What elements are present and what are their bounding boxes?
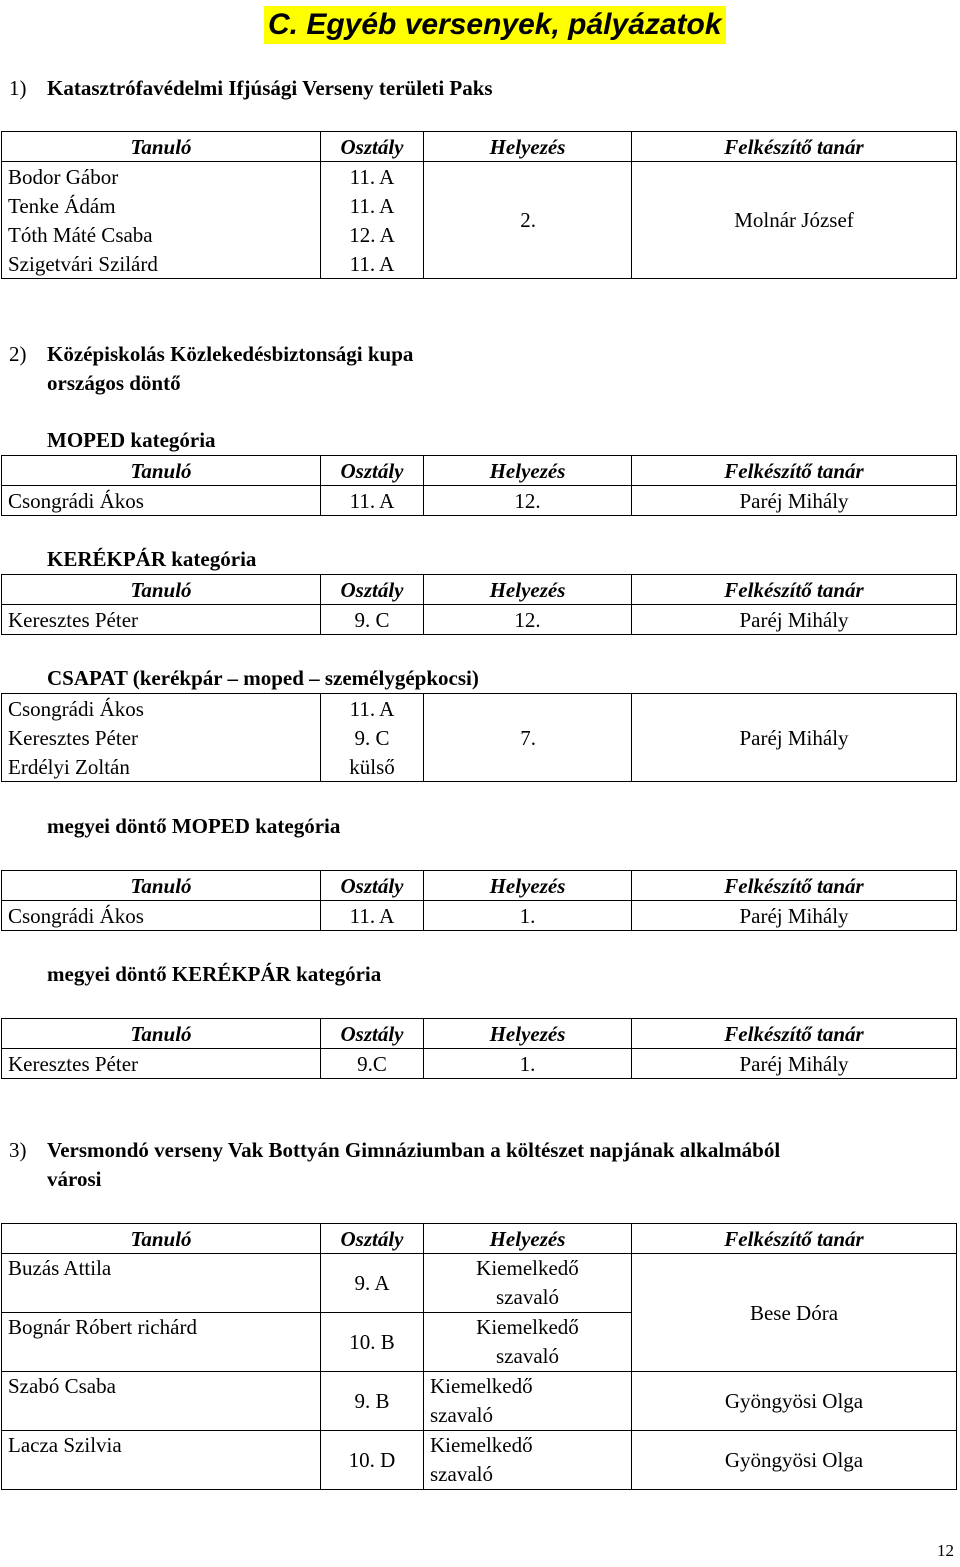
place-cell: 7. bbox=[424, 694, 632, 782]
section-1-number: 1) bbox=[9, 76, 27, 100]
moped-table bbox=[1, 455, 957, 516]
section-1-table bbox=[1, 131, 957, 279]
page-number: 12 bbox=[937, 1541, 954, 1560]
student-class: külső bbox=[321, 752, 424, 782]
student-name: Lacza Szilvia bbox=[2, 1431, 321, 1490]
section-2-subtitle: országos döntő bbox=[47, 371, 181, 395]
place-cell: Kiemelkedő szavaló bbox=[424, 1431, 632, 1490]
student-name: Csongrádi Ákos bbox=[2, 486, 321, 516]
place-cell: 1. bbox=[424, 1049, 632, 1079]
student-class: 10. D bbox=[321, 1431, 424, 1490]
student-class: 10. B bbox=[321, 1313, 424, 1372]
section-1-heading bbox=[9, 74, 493, 103]
student-class: 12. A bbox=[321, 220, 424, 249]
student-class: 11. A bbox=[321, 694, 424, 724]
header-class: Osztály bbox=[321, 1019, 424, 1049]
table-header-row bbox=[2, 1224, 957, 1254]
table-row bbox=[2, 1049, 957, 1079]
header-student: Tanuló bbox=[2, 1224, 321, 1254]
teacher-cell: Paréj Mihály bbox=[632, 694, 957, 782]
student-name: Keresztes Péter bbox=[2, 723, 321, 752]
section-2-number: 2) bbox=[9, 342, 27, 366]
teacher-cell: Gyöngyösi Olga bbox=[632, 1431, 957, 1490]
student-class: 11. A bbox=[321, 191, 424, 220]
header-place: Helyezés bbox=[424, 575, 632, 605]
table-header-row bbox=[2, 871, 957, 901]
bike-category-label: KERÉKPÁR kategória bbox=[47, 547, 257, 571]
table-header-row bbox=[2, 456, 957, 486]
section-2-title: Középiskolás Közlekedésbiztonsági kupa bbox=[47, 342, 414, 366]
header-student: Tanuló bbox=[2, 1019, 321, 1049]
student-class: 9. C bbox=[321, 605, 424, 635]
place-cell: 1. bbox=[424, 901, 632, 931]
header-teacher: Felkészítő tanár bbox=[632, 1019, 957, 1049]
student-name: Csongrádi Ákos bbox=[2, 694, 321, 724]
header-place: Helyezés bbox=[424, 1224, 632, 1254]
place-cell: 12. bbox=[424, 486, 632, 516]
table-row bbox=[2, 1254, 957, 1313]
header-class: Osztály bbox=[321, 132, 424, 162]
student-class: 9. B bbox=[321, 1372, 424, 1431]
team-table bbox=[1, 693, 957, 782]
section-3-subtitle: városi bbox=[47, 1167, 102, 1191]
table-row bbox=[2, 605, 957, 635]
student-name: Bognár Róbert richárd bbox=[2, 1313, 321, 1372]
header-teacher: Felkészítő tanár bbox=[632, 1224, 957, 1254]
student-name: Szabó Csaba bbox=[2, 1372, 321, 1431]
table-header-row bbox=[2, 1019, 957, 1049]
header-place: Helyezés bbox=[424, 1019, 632, 1049]
header-class: Osztály bbox=[321, 575, 424, 605]
table-row bbox=[2, 486, 957, 516]
header-teacher: Felkészítő tanár bbox=[632, 575, 957, 605]
header-class: Osztály bbox=[321, 871, 424, 901]
student-name: Szigetvári Szilárd bbox=[2, 249, 321, 279]
student-class: 11. A bbox=[321, 486, 424, 516]
header-class: Osztály bbox=[321, 456, 424, 486]
teacher-cell: Paréj Mihály bbox=[632, 1049, 957, 1079]
section-2-heading bbox=[9, 340, 414, 369]
place-cell: Kiemelkedő szavaló bbox=[424, 1254, 632, 1313]
header-class: Osztály bbox=[321, 1224, 424, 1254]
place-cell: 2. bbox=[424, 162, 632, 279]
student-class: 9. C bbox=[321, 723, 424, 752]
student-class: 11. A bbox=[321, 162, 424, 192]
student-name: Erdélyi Zoltán bbox=[2, 752, 321, 782]
header-place: Helyezés bbox=[424, 456, 632, 486]
section-3-title: Versmondó verseny Vak Bottyán Gimnáziumban a költészet napjának alkalmából bbox=[47, 1138, 781, 1162]
header-place: Helyezés bbox=[424, 132, 632, 162]
student-name: Tóth Máté Csaba bbox=[2, 220, 321, 249]
header-place: Helyezés bbox=[424, 871, 632, 901]
table-row bbox=[2, 1431, 957, 1490]
teacher-cell: Bese Dóra bbox=[632, 1254, 957, 1372]
header-teacher: Felkészítő tanár bbox=[632, 456, 957, 486]
header-teacher: Felkészítő tanár bbox=[632, 132, 957, 162]
teacher-cell: Molnár József bbox=[632, 162, 957, 279]
county-moped-table bbox=[1, 870, 957, 931]
table-header-row bbox=[2, 132, 957, 162]
student-name: Keresztes Péter bbox=[2, 605, 321, 635]
teacher-cell: Gyöngyösi Olga bbox=[632, 1372, 957, 1431]
bike-table bbox=[1, 574, 957, 635]
student-name: Keresztes Péter bbox=[2, 1049, 321, 1079]
student-class: 9.C bbox=[321, 1049, 424, 1079]
header-student: Tanuló bbox=[2, 871, 321, 901]
page-title: C. Egyéb versenyek, pályázatok bbox=[264, 6, 726, 44]
table-row bbox=[2, 694, 957, 724]
place-cell: 12. bbox=[424, 605, 632, 635]
student-name: Bodor Gábor bbox=[2, 162, 321, 192]
header-student: Tanuló bbox=[2, 132, 321, 162]
place-cell: Kiemelkedő szavaló bbox=[424, 1372, 632, 1431]
county-bike-label: megyei döntő KERÉKPÁR kategória bbox=[47, 962, 382, 986]
county-bike-table bbox=[1, 1018, 957, 1079]
section-3-number: 3) bbox=[9, 1138, 27, 1162]
teacher-cell: Paréj Mihály bbox=[632, 605, 957, 635]
teacher-cell: Paréj Mihály bbox=[632, 901, 957, 931]
table-row bbox=[2, 162, 957, 192]
student-name: Csongrádi Ákos bbox=[2, 901, 321, 931]
section-3-heading bbox=[9, 1136, 781, 1165]
student-class: 9. A bbox=[321, 1254, 424, 1313]
section-1-title: Katasztrófavédelmi Ifjúsági Verseny területi Paks bbox=[47, 76, 493, 100]
table-row bbox=[2, 901, 957, 931]
teacher-cell: Paréj Mihály bbox=[632, 486, 957, 516]
moped-category-label: MOPED kategória bbox=[47, 428, 216, 452]
header-student: Tanuló bbox=[2, 575, 321, 605]
header-teacher: Felkészítő tanár bbox=[632, 871, 957, 901]
place-cell: Kiemelkedő szavaló bbox=[424, 1313, 632, 1372]
table-row bbox=[2, 1372, 957, 1431]
team-category-label: CSAPAT (kerékpár – moped – személygépkocsi) bbox=[47, 666, 479, 690]
student-name: Tenke Ádám bbox=[2, 191, 321, 220]
student-class: 11. A bbox=[321, 249, 424, 279]
section-3-table bbox=[1, 1223, 957, 1490]
county-moped-label: megyei döntő MOPED kategória bbox=[47, 814, 341, 838]
table-header-row bbox=[2, 575, 957, 605]
header-student: Tanuló bbox=[2, 456, 321, 486]
student-name: Buzás Attila bbox=[2, 1254, 321, 1313]
student-class: 11. A bbox=[321, 901, 424, 931]
